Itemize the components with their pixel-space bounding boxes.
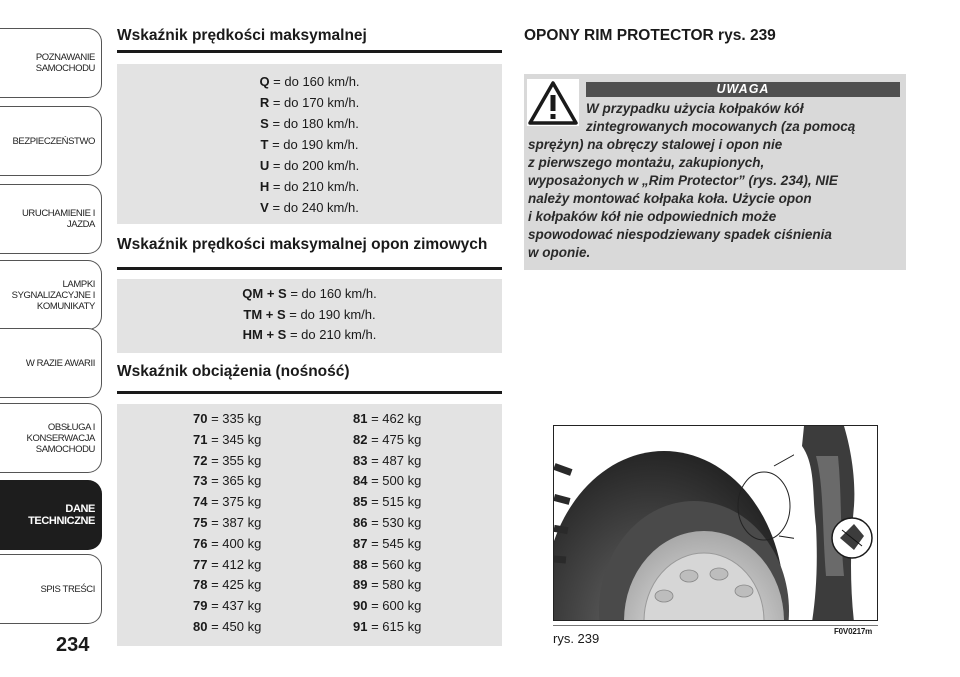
page-number: 234 bbox=[56, 634, 90, 656]
winter-row: QM + S = do 160 km/h. bbox=[242, 286, 377, 301]
load-row: 80 = 450 kg bbox=[193, 618, 262, 634]
load-row: 75 = 387 kg bbox=[193, 514, 262, 530]
load-row: 81 = 462 kg bbox=[353, 411, 422, 426]
speed-row: S = do 180 km/h. bbox=[260, 116, 359, 131]
load-row: 91 = 615 kg bbox=[353, 618, 422, 634]
load-row: 72 = 355 kg bbox=[193, 452, 262, 468]
load-row: 90 = 600 kg bbox=[353, 598, 422, 614]
tab-lampki-sygnalizacyjne[interactable]: LAMPKI SYGNALIZACYJNE I KOMUNIKATY bbox=[0, 260, 102, 330]
load-row: 77 = 412 kg bbox=[193, 556, 262, 572]
load-row: 78 = 425 kg bbox=[193, 577, 262, 593]
warning-box bbox=[524, 74, 906, 270]
heading-rule bbox=[117, 50, 502, 53]
load-row: 70 = 335 kg bbox=[193, 411, 262, 426]
tab-w-razie-awarii[interactable]: W RAZIE AWARII bbox=[0, 328, 102, 398]
tire-figure bbox=[553, 425, 878, 621]
winter-index-heading: Wskaźnik prędkości maksymalnej opon zimowych bbox=[117, 236, 488, 253]
heading-rule bbox=[117, 391, 502, 394]
load-row: 84 = 500 kg bbox=[353, 473, 422, 489]
speed-index-box bbox=[117, 64, 502, 224]
load-row: 87 = 545 kg bbox=[353, 535, 422, 551]
heading-rule bbox=[117, 267, 502, 270]
speed-row: H = do 210 km/h. bbox=[259, 179, 360, 194]
speed-row: T = do 190 km/h. bbox=[260, 137, 359, 152]
load-row: 73 = 365 kg bbox=[193, 473, 262, 489]
load-row: 88 = 560 kg bbox=[353, 556, 422, 572]
tab-dane-techniczne[interactable]: DANE TECHNICZNE bbox=[0, 480, 102, 550]
speed-row: Q = do 160 km/h. bbox=[259, 74, 360, 89]
load-row: 76 = 400 kg bbox=[193, 535, 262, 551]
load-row: 79 = 437 kg bbox=[193, 598, 262, 614]
figure-caption: rys. 239 bbox=[553, 631, 600, 646]
load-row: 86 = 530 kg bbox=[353, 514, 422, 530]
load-index-heading: Wskaźnik obciążenia (nośność) bbox=[117, 363, 350, 380]
figure-code: F0V0217m bbox=[834, 627, 872, 636]
load-index-column-right bbox=[353, 409, 421, 638]
load-index-box bbox=[117, 404, 502, 646]
warning-label: UWAGA bbox=[586, 82, 900, 97]
tab-spis-tresci[interactable]: SPIS TREŚCI bbox=[0, 554, 102, 624]
load-index-column-left bbox=[193, 409, 261, 638]
load-row: 82 = 475 kg bbox=[353, 431, 422, 447]
rim-protector-heading: OPONY RIM PROTECTOR rys. 239 bbox=[524, 27, 776, 44]
speed-row: R = do 170 km/h. bbox=[259, 95, 360, 110]
tab-bezpieczenstwo[interactable]: BEZPIECZEŃSTWO bbox=[0, 106, 102, 176]
tab-obsluga-i-konserwacja[interactable]: OBSŁUGA I KONSERWACJA SAMOCHODU bbox=[0, 403, 102, 473]
speed-row: U = do 200 km/h. bbox=[259, 158, 360, 173]
load-row: 89 = 580 kg bbox=[353, 577, 422, 593]
speed-row: V = do 240 km/h. bbox=[260, 200, 359, 215]
winter-row: HM + S = do 210 km/h. bbox=[242, 327, 377, 342]
warning-text: W przypadku użycia kołpaków kół zintegrowanych mocowanych (za pomocą sprężyn) na obręczy stalowej i opon nie z pierwszego montażu, zakupionych, wyposażonych w „Rim Protector” (rys. 234), NIE należy montować kołpaka koła. Użycie opon i kołpaków kół nie odpowiednich może spowodować niespodziewany spadek ciśnienia w oponie. bbox=[528, 101, 856, 260]
figure-divider bbox=[553, 625, 878, 626]
winter-row: TM + S = do 190 km/h. bbox=[243, 306, 376, 322]
load-row: 71 = 345 kg bbox=[193, 431, 262, 447]
load-row: 74 = 375 kg bbox=[193, 494, 262, 510]
speed-index-heading: Wskaźnik prędkości maksymalnej bbox=[117, 27, 367, 44]
load-row: 83 = 487 kg bbox=[353, 452, 422, 468]
load-row: 85 = 515 kg bbox=[353, 494, 422, 510]
winter-index-box bbox=[117, 279, 502, 353]
tab-uruchamienie-i-jazda[interactable]: URUCHAMIENIE I JAZDA bbox=[0, 184, 102, 254]
tab-poznawanie-samochodu[interactable]: POZNAWANIE SAMOCHODU bbox=[0, 28, 102, 98]
